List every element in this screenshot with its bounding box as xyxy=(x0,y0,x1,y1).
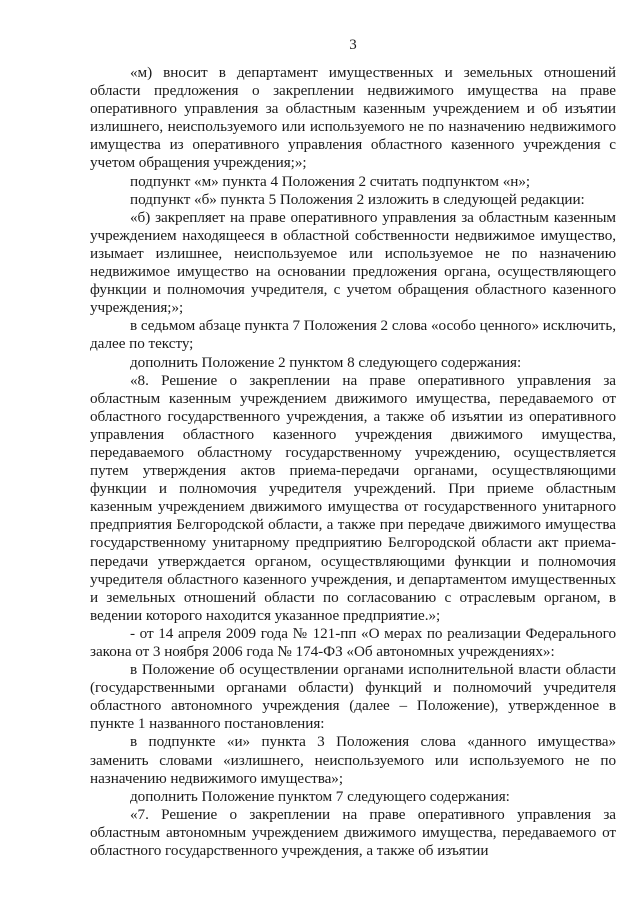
paragraph: подпункт «б» пункта 5 Положения 2 изложить в следующей редакции: xyxy=(130,190,585,208)
paragraph: «8. Решение о закреплении на праве оперативного управления за областным казенным учреждением движимого имущества, передаваемого от областного государственного учреждения, а также об изъятии из оперативного управления областного казенного учреждения движимого имущества, передаваемого областному государственному учреждению, осуществляется путем утверждения актов приема-передачи органами, осуществляющими функции и полномочия учредителя учреждений. При приеме областным казенным учреждением движимого имущества от государственного унитарного предприятия Белгородской области, а также при передаче движимого имущества государственному унитарному предприятию Белгородской области акт приема-передачи утверждается органом, осуществляющими функции и полномочия учредителя областного казенного учреждения, и департаментом имущественных и земельных отношений области по согласованию с отраслевым органом, в ведении которого находится указанное предприятие.»; xyxy=(90,371,616,624)
paragraph: - от 14 апреля 2009 года № 121-пп «О мерах по реализации Федерального закона от 3 ноября 2006 года № 174-ФЗ «Об автономных учреждениях»: xyxy=(90,624,616,660)
paragraph: в подпункте «и» пункта 3 Положения слова «данного имущества» заменить словами «излишнего, неиспользуемого или используемого не по назначению недвижимого имущества»; xyxy=(90,733,616,787)
document-page xyxy=(90,36,616,860)
paragraph: «б) закрепляет на праве оперативного управления за областным казенным учреждением находящееся в областной собственности недвижимое имущество, изымает излишнее, неиспользуемое или используемое не по назначению недвижимое имущество на основании предложения органа, осуществляющего функции и полномочия учредителя, с учетом обращения областного казенного учреждения;»; xyxy=(90,208,616,317)
document-body xyxy=(90,64,616,860)
paragraph: дополнить Положение пунктом 7 следующего содержания: xyxy=(130,787,510,805)
paragraph: подпункт «м» пункта 4 Положения 2 считать подпунктом «н»; xyxy=(130,172,531,190)
paragraph: «7. Решение о закреплении на праве оперативного управления за областным автономным учреждением движимого имущества, передаваемого от областного государственного учреждения, а также об изъятии xyxy=(90,805,616,860)
paragraph: «м) вносит в департамент имущественных и земельных отношений области предложения о закреплении недвижимого имущества на праве оперативного управления за областным казенным учреждением и об изъятии излишнего, неиспользуемого или используемого не по назначению недвижимого имущества из оперативного управления областного казенного учреждения с учетом обращения учреждения;»; xyxy=(90,64,616,172)
paragraph: в седьмом абзаце пункта 7 Положения 2 слова «особо ценного» исключить, далее по тексту; xyxy=(90,317,616,353)
paragraph: в Положение об осуществлении органами исполнительной власти области (государственными органами области) функций и полномочий учредителя областного автономного учреждения (далее – Положение), утвержденное в пункте 1 названного постановления: xyxy=(90,661,616,733)
page-number: 3 xyxy=(349,37,357,53)
paragraph: дополнить Положение 2 пунктом 8 следующего содержания: xyxy=(130,353,522,371)
